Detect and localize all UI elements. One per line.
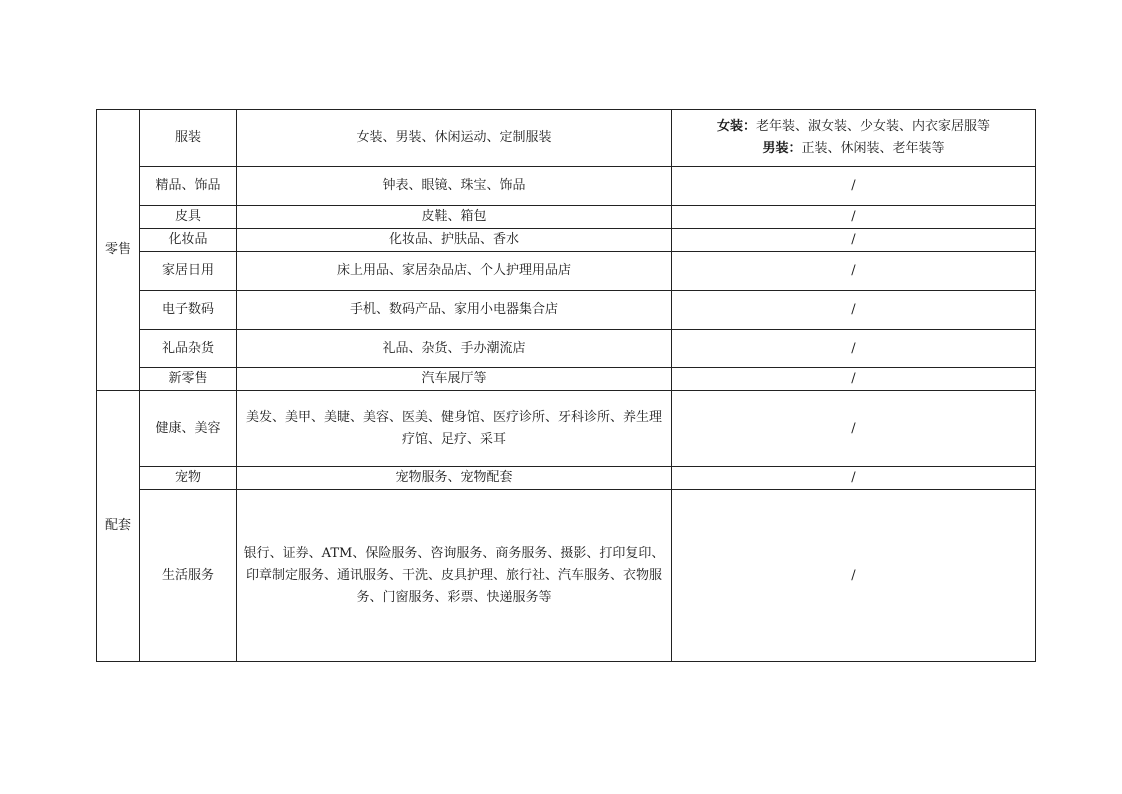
note-label-women: 女装：	[716, 119, 756, 134]
note-cell: /	[672, 467, 1036, 490]
note-cell: /	[672, 252, 1036, 291]
category-cell: 礼品杂货	[140, 330, 237, 368]
table-row	[97, 252, 1036, 291]
category-cell: 服装	[140, 110, 237, 167]
note-cell: /	[672, 167, 1036, 206]
note-text-women: 老年装、淑女装、少女装、内衣家居服等	[756, 119, 991, 134]
category-cell: 健康、美容	[140, 391, 237, 467]
note-label-men: 男装：	[762, 141, 802, 156]
table-row	[97, 110, 1036, 167]
items-cell: 银行、证券、ATM、保险服务、咨询服务、商务服务、摄影、打印复印、印章制定服务、通讯服务、干洗、皮具护理、旅行社、汽车服务、衣物服务、门窗服务、彩票、快递服务等	[237, 490, 672, 662]
group-label-retail: 零售	[97, 110, 140, 391]
note-cell: /	[672, 291, 1036, 330]
note-cell: /	[672, 330, 1036, 368]
note-cell: /	[672, 490, 1036, 662]
category-cell: 精品、饰品	[140, 167, 237, 206]
table-row	[97, 229, 1036, 252]
items-cell: 宠物服务、宠物配套	[237, 467, 672, 490]
note-text-men: 正装、休闲装、老年装等	[801, 141, 945, 156]
category-cell: 宠物	[140, 467, 237, 490]
tenant-category-table	[96, 109, 1036, 662]
table-row	[97, 368, 1036, 391]
note-cell: /	[672, 368, 1036, 391]
note-cell: /	[672, 391, 1036, 467]
items-cell: 钟表、眼镜、珠宝、饰品	[237, 167, 672, 206]
table-row	[97, 206, 1036, 229]
items-cell: 汽车展厅等	[237, 368, 672, 391]
note-cell: /	[672, 229, 1036, 252]
items-cell: 化妆品、护肤品、香水	[237, 229, 672, 252]
category-cell: 家居日用	[140, 252, 237, 291]
table-row	[97, 167, 1036, 206]
group-label-support: 配套	[97, 391, 140, 662]
items-cell: 女装、男装、休闲运动、定制服装	[237, 110, 672, 167]
category-cell: 生活服务	[140, 490, 237, 662]
category-cell: 新零售	[140, 368, 237, 391]
table-row	[97, 330, 1036, 368]
table-row	[97, 391, 1036, 467]
items-cell: 皮鞋、箱包	[237, 206, 672, 229]
items-cell: 床上用品、家居杂品店、个人护理用品店	[237, 252, 672, 291]
category-cell: 化妆品	[140, 229, 237, 252]
category-cell: 皮具	[140, 206, 237, 229]
table-row	[97, 490, 1036, 662]
note-cell: /	[672, 206, 1036, 229]
table-row	[97, 291, 1036, 330]
items-cell: 礼品、杂货、手办潮流店	[237, 330, 672, 368]
items-cell: 手机、数码产品、家用小电器集合店	[237, 291, 672, 330]
table-row	[97, 467, 1036, 490]
items-cell: 美发、美甲、美睫、美容、医美、健身馆、医疗诊所、牙科诊所、养生理疗馆、足疗、采耳	[237, 391, 672, 467]
note-cell	[672, 110, 1036, 167]
category-cell: 电子数码	[140, 291, 237, 330]
